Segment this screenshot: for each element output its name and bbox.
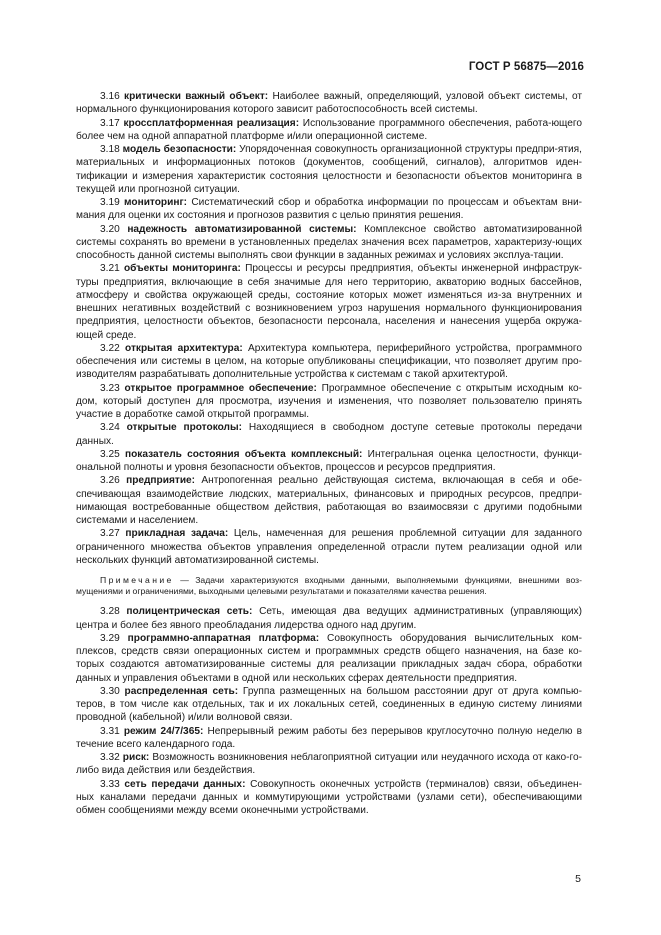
- entry-number: 3.19: [100, 197, 120, 208]
- entry-term: показатель состояния объекта комплексный:: [124, 448, 363, 460]
- note-text: — Задачи характеризуются входными данными, выполняемыми функциями, внешними воз-мущениями и ограничениями, выходными целевыми результатами и показателями качества решения.: [76, 575, 582, 597]
- definition-entry: [76, 685, 582, 725]
- definitions-list-continued: [76, 605, 582, 817]
- definition-entry: [76, 223, 582, 263]
- note-label: Примечание: [100, 575, 174, 585]
- entry-definition: Совокупность оконечных устройств (терминалов) связи, объединен-ных каналами передачи данных и коммутирующими устройствами (узлами сети), обеспечивающими обмен сообщениями между всеми оконечными устройствами.: [76, 778, 582, 817]
- entry-term: открытое программное обеспечение:: [124, 382, 317, 394]
- entry-definition: Наиболее важный, определяющий, узловой объект системы, от нормального функционирования которого зависит работоспособность всей системы.: [76, 91, 583, 116]
- definition-entry: [76, 725, 582, 752]
- entry-definition: Цель, намеченная для решения проблемной ситуации для заданного ограниченного множества объектов управления определенной отрасли путем реализации одной или нескольких функций автоматизированной системы.: [76, 528, 582, 566]
- entry-number: 3.22: [100, 342, 120, 354]
- entry-definition: Группа размещенных на большом расстоянии друг от друга компью-теров, в том числе как отдельных, так и их локальных сетей, соединенных в единую систему линиями проводной (кабельной) и/или волновой связи.: [76, 685, 582, 724]
- entry-number: 3.31: [100, 725, 120, 737]
- entry-definition: Находящиеся в свободном доступе сетевые протоколы передачи данных.: [76, 422, 582, 447]
- entry-definition: Сеть, имеющая два ведущих административных (управляющих) центра и более без явного преобладания лидерства одного над другим.: [76, 606, 582, 631]
- entry-term: риск:: [122, 752, 150, 764]
- definition-entry: [76, 117, 582, 144]
- definition-entry: [76, 90, 582, 117]
- entry-term: открытые протоколы:: [126, 422, 243, 434]
- entry-definition: Совокупность оборудования вычислительных ком-плексов, средств связи операционных систем и программных средств общего назначения, на базе ко-торых создаются автоматизированные системы для реализации прикладных задач сбора, обработки данных и управления объектами в одной или нескольких сферах деятельности предприятия.: [76, 632, 582, 684]
- entry-number: 3.27: [100, 528, 120, 540]
- entry-definition: Упорядоченная совокупность организационной структуры предпри-ятия, материальных и информационных потоков (документов, сообщений, сигналов), алгоритмов иден-тификации и измерения характеристик состояния целостности и безопасности объектов мониторинга в текущей или прогнозной ситуации.: [76, 144, 582, 195]
- entry-definition: Использование программного обеспечения, работа-ющего более чем на одной аппаратной платформе и/или операционной системе.: [76, 117, 582, 142]
- entry-number: 3.25: [100, 448, 120, 460]
- definition-entry: [76, 382, 582, 422]
- entry-definition: Антропогенная реально действующая система, включающая в себя и обе-спечивающая взаимодействие людских, материальных, финансовых и природных ресурсов, предпри-нимающая востребованные обществом действия, работающая во взаимосвязи с другими подобными системами и населением.: [76, 475, 582, 526]
- note-paragraph: [76, 575, 582, 597]
- entry-term: предприятие:: [126, 475, 196, 487]
- entry-definition: Непрерывный режим работы без перерывов круглосуточно полную неделю в течение всего календарного года.: [76, 725, 582, 750]
- document-body: [76, 90, 582, 817]
- entry-term: объекты мониторинга:: [123, 263, 241, 275]
- definition-entry: [76, 751, 582, 778]
- entry-number: 3.24: [100, 422, 120, 434]
- entry-term: распределенная сеть:: [124, 685, 239, 697]
- definition-entry: [76, 196, 582, 223]
- definition-entry: [76, 143, 582, 196]
- entry-number: 3.23: [100, 382, 120, 394]
- entry-term: режим 24/7/365:: [123, 725, 204, 737]
- entry-number: 3.33: [100, 778, 120, 790]
- definition-entry: [76, 262, 582, 342]
- entry-definition: Интегральная оценка целостности, функци-ональной полноты и уровня безопасности объектов, процессов и ресурсов предприятия.: [76, 448, 582, 473]
- entry-term: программно-аппаратная платформа:: [127, 632, 320, 644]
- definition-entry: [76, 342, 582, 382]
- entry-number: 3.32: [100, 752, 120, 764]
- entry-term: надежность автоматизированной системы:: [127, 223, 357, 235]
- entry-definition: Программное обеспечение с открытым исходным ко-дом, который доступен для просмотра, изучения и изменения, что позволяет пользователю принять участие в доработке самой открытой программы.: [76, 382, 582, 420]
- entry-term: прикладная задача:: [125, 528, 229, 540]
- entry-number: 3.16: [100, 91, 120, 102]
- entry-number: 3.20: [100, 223, 120, 235]
- entry-definition: Возможность возникновения неблагоприятной ситуации или неудачного исхода от како-го-либо вида действия или бездействия.: [76, 752, 582, 777]
- definition-entry: [76, 527, 582, 567]
- entry-number: 3.30: [100, 685, 120, 697]
- standard-header: ГОСТ Р 56875—2016: [468, 61, 584, 73]
- entry-number: 3.17: [100, 117, 120, 129]
- entry-number: 3.29: [100, 632, 120, 644]
- entry-definition: Систематический сбор и обработка информации по процессам и объектам вни-мания для оценки их состояния и прогнозов развития с целью принятия решения.: [76, 197, 582, 222]
- entry-term: открытая архитектура:: [125, 342, 243, 354]
- definition-entry: [76, 605, 582, 632]
- definition-entry: [76, 474, 582, 527]
- entry-definition: Архитектура компьютера, периферийного устройства, программного обеспечения или системы в целом, на которые опубликованы спецификации, что позволяет другим про-изводителям разрабатывать дополнительные устройства к системам с такой архитектурой.: [76, 342, 582, 381]
- entry-term: кроссплатформенная реализация:: [123, 117, 300, 129]
- entry-term: мониторинг:: [124, 197, 188, 208]
- entry-number: 3.21: [100, 263, 120, 275]
- definition-entry: [76, 632, 582, 685]
- definition-entry: [76, 421, 582, 448]
- definition-entry: [76, 448, 582, 475]
- entry-term: модель безопасности:: [122, 144, 237, 155]
- entry-definition: Процессы и ресурсы предприятия, объекты инженерной инфраструк-туры предприятия, включающие в себя значимые для него территорию, акваторию водных бассейнов, атмосферу и свойства окружающей среды, состояние которых может изменяться из-за внутренних и внешних негативных воздействий с возникновением угроз нарушения нормального функционирования предприятия, целостности объектов, безопасности персонала, населения и нанесения ущерба окружа-ющей среде.: [76, 263, 582, 341]
- definition-entry: [76, 778, 582, 818]
- entry-term: полицентрическая сеть:: [126, 606, 253, 618]
- entry-definition: Комплексное свойство автоматизированной системы сохранять во времени в установленных пределах значения всех параметров, характеризу-ющих способность данной системы выполнять свои функции в заданных режимах и условиях эксплуа-тации.: [76, 223, 582, 261]
- entry-term: критически важный объект:: [124, 91, 269, 102]
- definitions-list: [76, 90, 582, 567]
- entry-number: 3.28: [100, 606, 120, 618]
- entry-number: 3.18: [100, 144, 120, 155]
- entry-term: сеть передачи данных:: [124, 778, 246, 790]
- entry-number: 3.26: [100, 475, 120, 487]
- page-number: 5: [575, 873, 581, 885]
